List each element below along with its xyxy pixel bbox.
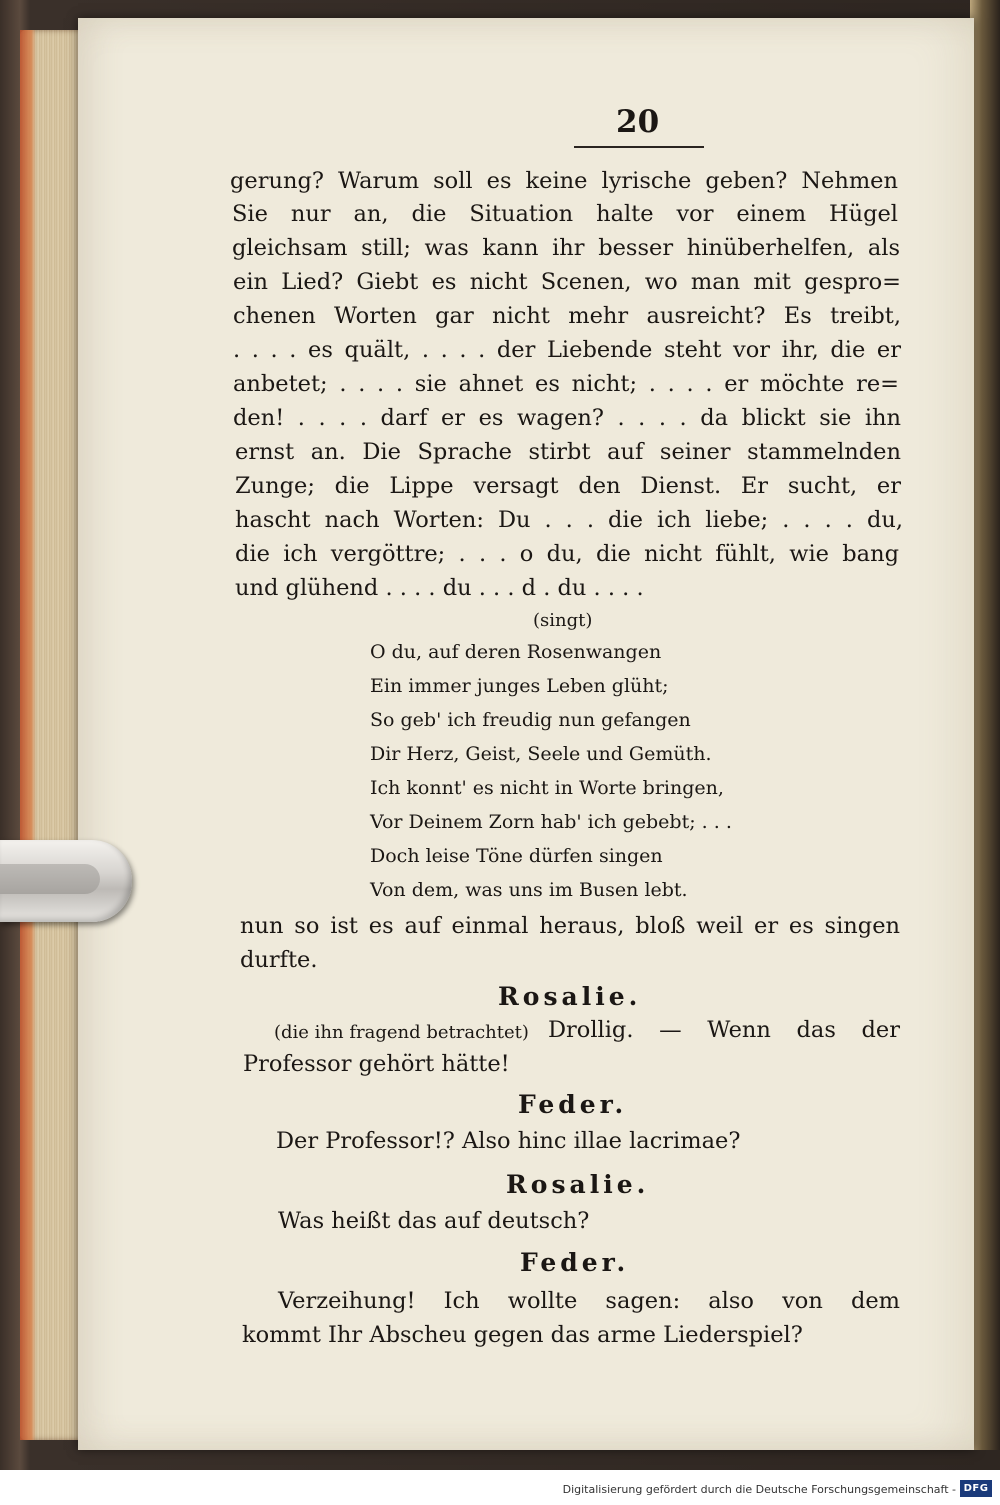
- prose-line: ein Lied? Giebt es nicht Scenen, wo man mit gespro=: [233, 269, 901, 295]
- verse-line: Doch leise Töne dürfen singen: [370, 845, 663, 867]
- prose-line: kommt Ihr Abscheu gegen das arme Liederspiel?: [242, 1322, 803, 1348]
- verse-line: Vor Deinem Zorn hab' ich gebebt; . . .: [370, 811, 732, 833]
- prose-line: ernst an. Die Sprache stirbt auf seiner stammelnden: [235, 439, 901, 465]
- verse-line: Ein immer junges Leben glüht;: [370, 675, 669, 697]
- footer-credit: Digitalisierung gefördert durch die Deutsche Forschungsgemeinschaft -: [562, 1483, 956, 1496]
- prose-line: Drollig. — Wenn das der: [548, 1017, 900, 1043]
- prose-line: hascht nach Worten: Du . . . die ich liebe; . . . . du,: [235, 507, 903, 533]
- verse-line: So geb' ich freudig nun gefangen: [370, 709, 691, 731]
- prose-line: die ich vergöttre; . . . o du, die nicht fühlt, wie bang: [235, 541, 899, 567]
- verse-line: Dir Herz, Geist, Seele und Gemüth.: [370, 743, 712, 765]
- prose-line: durfte.: [240, 947, 318, 973]
- prose-line: Zunge; die Lippe versagt den Dienst. Er sucht, er: [235, 473, 901, 499]
- verse-line: Von dem, was uns im Busen lebt.: [370, 879, 688, 901]
- verse-line: Ich konnt' es nicht in Worte bringen,: [370, 777, 724, 799]
- dfg-logo: DFG: [960, 1480, 992, 1497]
- speaker-name: Feder.: [518, 1090, 628, 1119]
- prose-line: den! . . . . darf er es wagen? . . . . da blickt sie ihn: [233, 405, 901, 431]
- prose-line: gleichsam still; was kann ihr besser hinüberhelfen, als: [232, 235, 900, 261]
- header-rule: [574, 146, 704, 148]
- prose-line: Der Professor!? Also hinc illae lacrimae?: [276, 1128, 741, 1154]
- prose-line: Sie nur an, die Situation halte vor einem Hügel: [232, 201, 898, 227]
- footer-bar: [0, 1470, 1000, 1505]
- prose-line: gerung? Warum soll es keine lyrische geben? Nehmen: [230, 168, 898, 194]
- verse-line: O du, auf deren Rosenwangen: [370, 641, 662, 663]
- page-number: 20: [616, 104, 660, 140]
- prose-line: Verzeihung! Ich wollte sagen: also von dem: [278, 1288, 900, 1314]
- stage-direction: (singt): [533, 610, 593, 631]
- speaker-name: Rosalie.: [498, 982, 642, 1011]
- speaker-name: Rosalie.: [506, 1170, 650, 1199]
- paper-clip: [0, 840, 132, 922]
- prose-line: Professor gehört hätte!: [243, 1051, 510, 1077]
- prose-line: nun so ist es auf einmal heraus, bloß weil er es singen: [240, 913, 900, 939]
- prose-line: und glühend . . . . du . . . d . du . . . .: [235, 575, 644, 601]
- prose-line: chenen Worten gar nicht mehr ausreicht? Es treibt,: [233, 303, 901, 329]
- stage-direction: (die ihn fragend betrachtet): [274, 1022, 529, 1043]
- speaker-name: Feder.: [520, 1248, 630, 1277]
- prose-line: Was heißt das auf deutsch?: [278, 1208, 590, 1234]
- prose-line: . . . . es quält, . . . . der Liebende steht vor ihr, die er: [233, 337, 901, 363]
- book-page-edges: [20, 30, 78, 1440]
- book-page: [78, 18, 974, 1450]
- prose-line: anbetet; . . . . sie ahnet es nicht; . . . . er möchte re=: [233, 371, 899, 397]
- book-right-edge: [970, 0, 1000, 1450]
